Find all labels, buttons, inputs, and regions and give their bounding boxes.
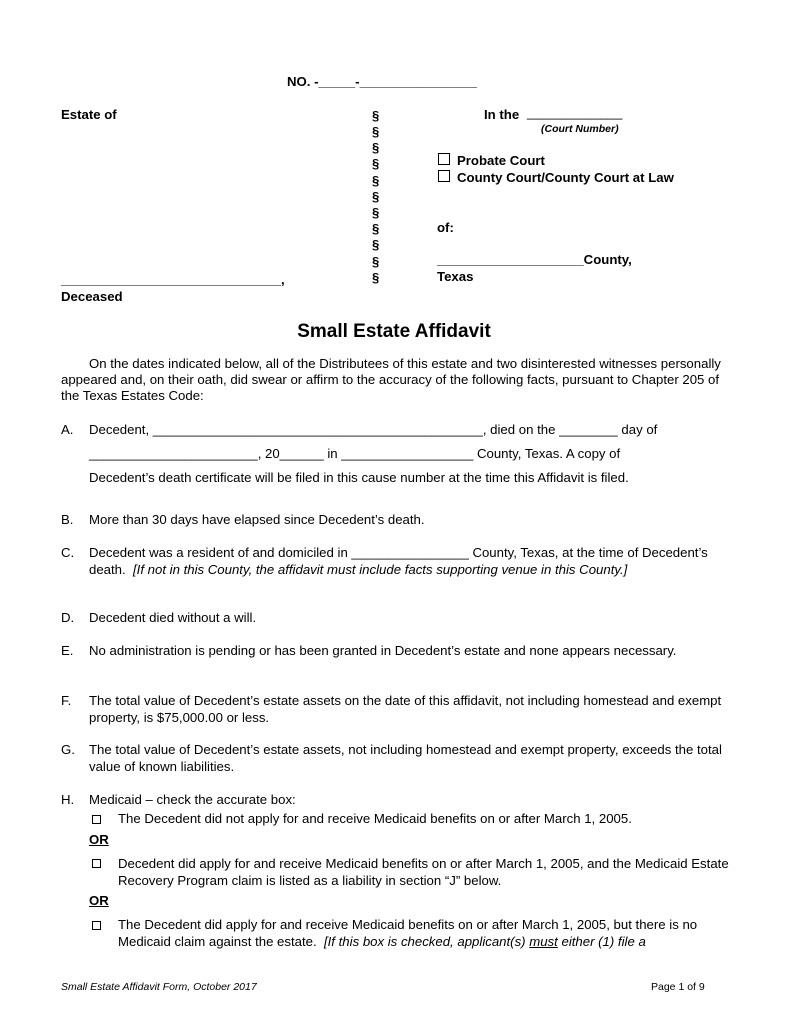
footer-page-number: Page 1 of 9 — [651, 981, 705, 993]
court-number-caption: (Court Number) — [541, 123, 619, 135]
item-label: H. — [61, 792, 75, 807]
item-text: Decedent was a resident of and domiciled in ________________ County, Texas, at the time of Decedent’s death. — [89, 545, 708, 577]
item-text: Medicaid – check the accurate box: — [89, 792, 296, 807]
item-text: More than 30 days have elapsed since Decedent’s death. — [89, 512, 425, 527]
section-symbol: § — [372, 108, 380, 123]
item-label: F. — [61, 693, 72, 708]
medicaid-option3-note-a: [If this box is checked, applicant(s) — [323, 933, 526, 949]
footer-form-name: Small Estate Affidavit Form, October 2017 — [61, 981, 257, 993]
medicaid-option3-text: The Decedent did apply for and receive Medicaid benefits on or after March 1, 2005, but there is no Medicaid claim against the estate. — [118, 917, 698, 949]
section-symbol: § — [372, 173, 380, 188]
probate-court-label: Probate Court — [457, 153, 545, 168]
section-symbol: § — [372, 189, 380, 204]
item-label: A. — [61, 422, 74, 437]
in-the-label: In the — [484, 107, 520, 122]
item-text: The total value of Decedent’s estate assets on the date of this affidavit, not including homestead and exempt property, is $75,000.00 or less. — [89, 693, 722, 725]
county-blank[interactable]: ____________________County, — [437, 252, 632, 267]
item-label: C. — [61, 545, 75, 560]
section-symbol: § — [372, 140, 380, 155]
county-court-label: County Court/County Court at Law — [457, 170, 674, 185]
item-text: No administration is pending or has been granted in Decedent’s estate and none appears necessary. — [89, 643, 677, 658]
county-court-checkbox[interactable] — [438, 170, 450, 182]
or-label: OR — [89, 832, 109, 847]
deceased-label: Deceased — [61, 289, 123, 304]
estate-of-label: Estate of — [61, 107, 117, 122]
texas-label: Texas — [437, 269, 474, 284]
section-symbol: § — [372, 221, 380, 236]
intro-paragraph: On the dates indicated below, all of the Distributees of this estate and two disinterested witnesses personally appeared and, on their oath, did swear or affirm to the accuracy of the following facts, pursuant to Chapter 205 of the Texas Estates Code: — [61, 356, 721, 403]
section-symbol: § — [372, 205, 380, 220]
item-a-line3: Decedent’s death certificate will be filed in this cause number at the time this Affidavit is filed. — [89, 470, 629, 485]
item-text: The total value of Decedent’s estate assets, not including homestead and exempt property, exceeds the total value of known liabilities. — [89, 742, 722, 774]
decedent-name-blank[interactable]: ______________________________, — [61, 272, 285, 287]
item-a-line2: _______________________, 20______ in __________________ County, Texas. A copy of — [89, 446, 621, 461]
medicaid-option3-note-must: must — [529, 933, 558, 949]
of-label: of: — [437, 220, 454, 235]
section-symbol: § — [372, 237, 380, 252]
item-c-venue-note: [If not in this County, the affidavit must include facts supporting venue in this County.] — [133, 561, 628, 577]
section-symbol: § — [372, 156, 380, 171]
or-label: OR — [89, 893, 109, 908]
cause-number-line: NO. -_____-________________ — [287, 74, 477, 89]
medicaid-option2-text: Decedent did apply for and receive Medicaid benefits on or after March 1, 2005, and the Medicaid Estate Recovery Program claim is listed as a liability in section “J” below. — [118, 856, 729, 888]
section-symbol: § — [372, 254, 380, 269]
probate-court-checkbox[interactable] — [438, 153, 450, 165]
item-label: G. — [61, 742, 75, 757]
item-label: B. — [61, 512, 74, 527]
item-a-line1: Decedent, _____________________________________________, died on the ________ day of — [89, 422, 658, 437]
document-title: Small Estate Affidavit — [297, 321, 491, 342]
medicaid-option2-checkbox[interactable] — [92, 859, 101, 868]
medicaid-option3 — [118, 917, 733, 950]
section-symbol: § — [372, 270, 380, 285]
court-number-blank[interactable]: _____________ — [527, 105, 623, 120]
medicaid-option1-text: The Decedent did not apply for and receive Medicaid benefits on or after March 1, 2005. — [118, 811, 632, 826]
item-label: D. — [61, 610, 75, 625]
item-text: Decedent died without a will. — [89, 610, 257, 625]
section-symbol: § — [372, 124, 380, 139]
medicaid-option3-checkbox[interactable] — [92, 921, 101, 930]
item-label: E. — [61, 643, 74, 658]
medicaid-option1-checkbox[interactable] — [92, 815, 101, 824]
medicaid-option3-note-b: either (1) file a — [561, 933, 646, 949]
